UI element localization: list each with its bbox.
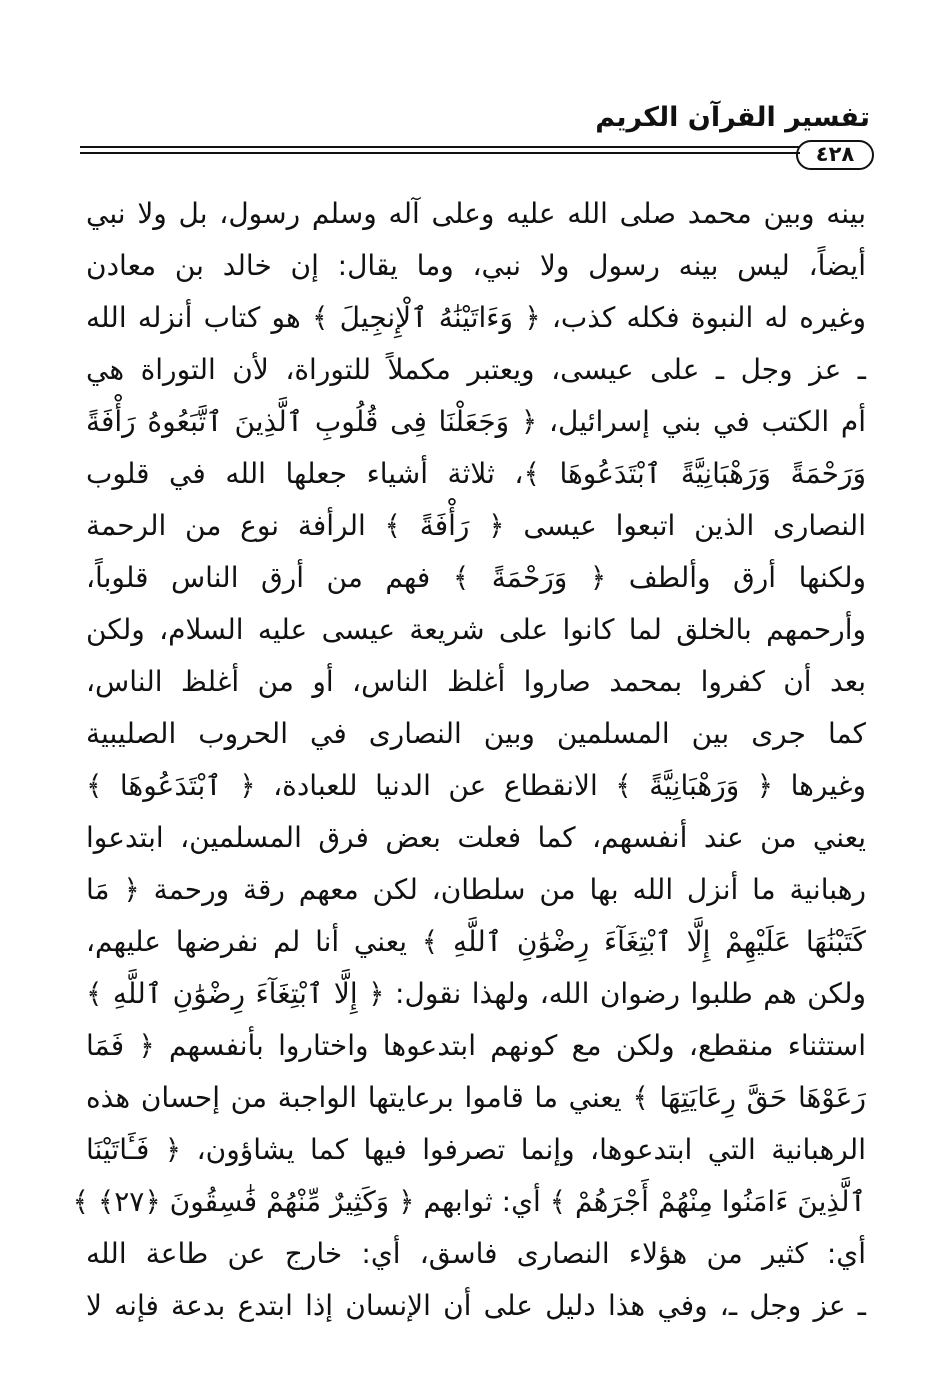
text-line: بعد أن كفروا بمحمد صاروا أغلظ الناس، أو من أغلظ الناس، <box>86 665 866 698</box>
text-line: ـ عز وجل ـ، وفي هذا دليل على أن الإنسان إذا ابتدع بدعة فإنه لا <box>86 1289 866 1322</box>
text-line: رَعَوْهَا حَقَّ رِعَايَتِهَا ﴾ يعني ما قاموا برعايتها الواجبة من إحسان هذه <box>86 1081 866 1114</box>
text-line: وأرحمهم بالخلق لما كانوا على شريعة عيسى عليه السلام، ولكن <box>86 613 866 646</box>
text-line: كما جرى بين المسلمين وبين النصارى في الحروب الصليبية <box>86 717 866 750</box>
text-line: استثناء منقطع، ولكن مع كونهم ابتدعوها واختاروا بأنفسهم ﴿ فَمَا <box>86 1029 866 1062</box>
text-line: أي: كثير من هؤلاء النصارى فاسق، أي: خارج عن طاعة الله <box>86 1237 866 1270</box>
text-line: الرهبانية التي ابتدعوها، وإنما تصرفوا فيها كما يشاؤون، ﴿ فَـَٔاتَيْنَا <box>86 1133 866 1166</box>
text-line: ولكن هم طلبوا رضوان الله، ولهذا نقول: ﴿ إِلَّا ٱبْتِغَآءَ رِضْوَٰنِ ٱللَّهِ ﴾ <box>86 977 866 1010</box>
header-rule-top <box>80 146 800 148</box>
text-line: وَرَحْمَةً وَرَهْبَانِيَّةً ٱبْتَدَعُوهَا ﴾، ثلاثة أشياء جعلها الله في قلوب <box>86 457 866 490</box>
text-line: يعني من عند أنفسهم، كما فعلت بعض فرق المسلمين، ابتدعوا <box>86 821 866 854</box>
header-rule-bottom <box>80 152 800 154</box>
text-line: بينه وبين محمد صلى الله عليه وعلى آله وسلم رسول، بل ولا نبي <box>86 197 866 230</box>
text-line: ولكنها أرق وألطف ﴿ وَرَحْمَةً ﴾ فهم من أرق الناس قلوباً، <box>86 561 866 594</box>
body-text <box>72 188 866 1332</box>
text-line: أيضاً، ليس بينه رسول ولا نبي، وما يقال: إن خالد بن معادن <box>86 249 866 282</box>
text-line: ٱلَّذِينَ ءَامَنُوا مِنْهُمْ أَجْرَهُمْ ﴾ أي: ثوابهم ﴿ وَكَثِيرٌ مِّنْهُمْ فَٰسِقُونَ ﴿٢٧﴾ ﴾ <box>72 1185 866 1218</box>
text-line: النصارى الذين اتبعوا عيسى ﴿ رَأْفَةً ﴾ الرأفة نوع من الرحمة <box>86 509 866 542</box>
page-number-badge: ٤٢٨ <box>796 140 874 170</box>
text-line: وغيرها ﴿ وَرَهْبَانِيَّةً ﴾ الانقطاع عن الدنيا للعبادة، ﴿ ٱبْتَدَعُوهَا ﴾ <box>86 769 866 802</box>
text-line: كَتَبْنَٰهَا عَلَيْهِمْ إِلَّا ٱبْتِغَآءَ رِضْوَٰنِ ٱللَّهِ ﴾ يعني أنا لم نفرضها عليهم، <box>86 925 866 958</box>
text-line: وغيره له النبوة فكله كذب، ﴿ وَءَاتَيْنَٰهُ ٱلْإِنجِيلَ ﴾ هو كتاب أنزله الله <box>86 301 866 334</box>
text-line: ـ عز وجل ـ على عيسى، ويعتبر مكملاً للتوراة، لأن التوراة هي <box>86 353 866 386</box>
text-line: أم الكتب في بني إسرائيل، ﴿ وَجَعَلْنَا فِى قُلُوبِ ٱلَّذِينَ ٱتَّبَعُوهُ رَأْفَةً <box>86 405 866 438</box>
running-header-title: تفسير القرآن الكريم <box>595 102 870 133</box>
text-line: رهبانية ما أنزل الله بها من سلطان، لكن معهم رقة ورحمة ﴿ مَا <box>86 873 866 906</box>
header-double-rule <box>80 146 800 158</box>
